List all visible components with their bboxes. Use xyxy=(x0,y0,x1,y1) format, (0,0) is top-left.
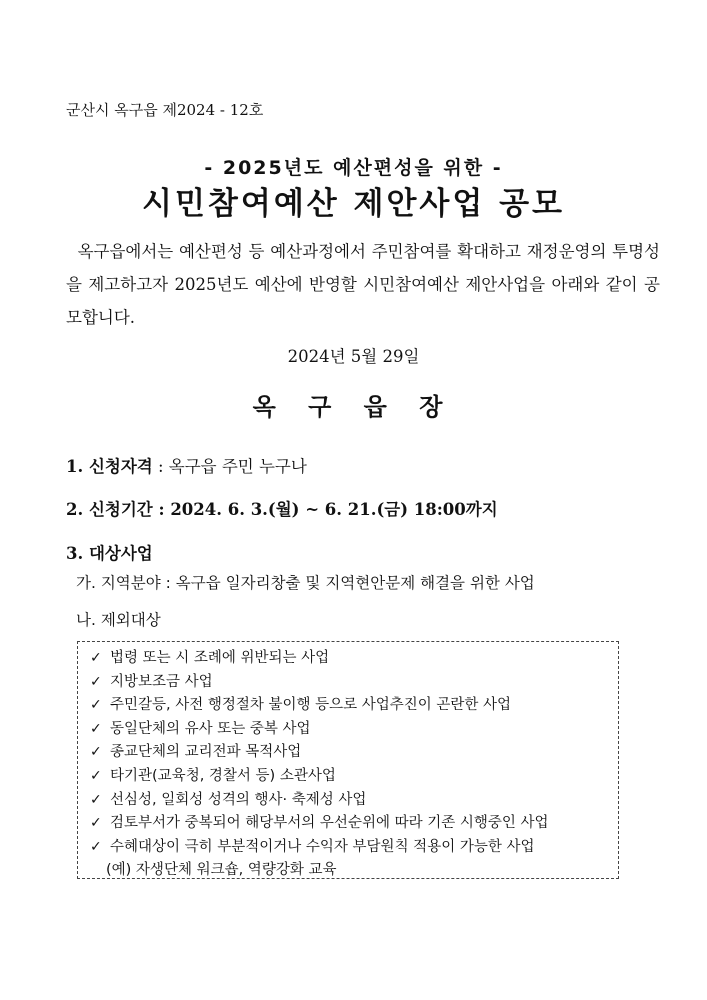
list-item-text: 타기관(교육청, 경찰서 등) 소관사업 xyxy=(110,767,336,784)
document-subtitle: - 2025년도 예산편성을 위한 - xyxy=(204,157,503,179)
list-item-text: 종교단체의 교리전파 목적사업 xyxy=(110,744,302,761)
list-item xyxy=(90,718,618,742)
list-item xyxy=(90,741,618,765)
section-eligibility-value: : 옥구읍 주민 누구나 xyxy=(152,457,307,476)
check-icon: ✓ xyxy=(90,744,102,761)
check-icon: ✓ xyxy=(90,767,102,784)
list-item xyxy=(90,671,618,695)
list-item xyxy=(90,765,618,789)
list-item-text: 수혜대상이 극히 부분적이거나 수익자 부담원칙 적용이 가능한 사업 xyxy=(110,838,535,855)
section-eligibility xyxy=(66,453,307,477)
list-item-text: 법령 또는 시 조례에 위반되는 사업 xyxy=(110,650,330,666)
section-period-label: 2. 신청기간 xyxy=(66,500,153,519)
check-icon: ✓ xyxy=(90,791,102,808)
target-sub-exclusions: 나. 제외대상 xyxy=(76,611,161,629)
intro-text: 옥구읍에서는 예산편성 등 예산과정에서 주민참여를 확대하고 재정운영의 투명성을 제고하고자 2025년도 예산에 반영할 시민참여예산 제안사업을 아래와 같이 공모합니다. xyxy=(66,242,660,327)
list-item-text: 검토부서가 중복되어 해당부서의 우선순위에 따라 기존 시행중인 사업 xyxy=(110,815,549,832)
section-target-label: 3. 대상사업 xyxy=(66,544,153,563)
document-number: 군산시 옥구읍 제2024 - 12호 xyxy=(66,101,264,119)
list-item xyxy=(90,694,618,718)
intro-paragraph xyxy=(66,235,660,334)
exclusion-example: (예) 자생단체 워크숍, 역량강화 교육 xyxy=(106,862,337,879)
list-item-text: 지방보조금 사업 xyxy=(110,673,213,690)
check-icon: ✓ xyxy=(90,673,102,690)
check-icon: ✓ xyxy=(90,815,102,832)
list-item-text: 선심성, 일회성 성격의 행사· 축제성 사업 xyxy=(110,791,367,808)
list-item-text: 주민갈등, 사전 행정절차 불이행 등으로 사업추진이 곤란한 사업 xyxy=(110,697,512,714)
list-item-text: 동일단체의 유사 또는 중복 사업 xyxy=(110,720,311,737)
target-sub-regional: 가. 지역분야 : 옥구읍 일자리창출 및 지역현안문제 해결을 위한 사업 xyxy=(76,574,535,592)
section-target xyxy=(66,540,153,564)
list-item xyxy=(90,836,618,860)
announcement-date: 2024년 5월 29일 xyxy=(287,347,420,366)
list-item xyxy=(90,647,618,671)
section-period xyxy=(66,496,498,520)
list-item xyxy=(90,789,618,813)
check-icon: ✓ xyxy=(90,650,102,666)
check-icon: ✓ xyxy=(90,720,102,737)
section-eligibility-label: 1. 신청자격 xyxy=(66,457,153,476)
document-title: 시민참여예산 제안사업 공모 xyxy=(142,186,565,222)
exclusion-box xyxy=(77,641,619,879)
section-period-value: : 2024. 6. 3.(월) ~ 6. 21.(금) 18:00까지 xyxy=(152,500,498,519)
list-item xyxy=(90,812,618,836)
exclusion-list xyxy=(78,642,618,883)
issuer-name: 옥 구 읍 장 xyxy=(252,392,455,421)
check-icon: ✓ xyxy=(90,838,102,855)
check-icon: ✓ xyxy=(90,697,102,714)
